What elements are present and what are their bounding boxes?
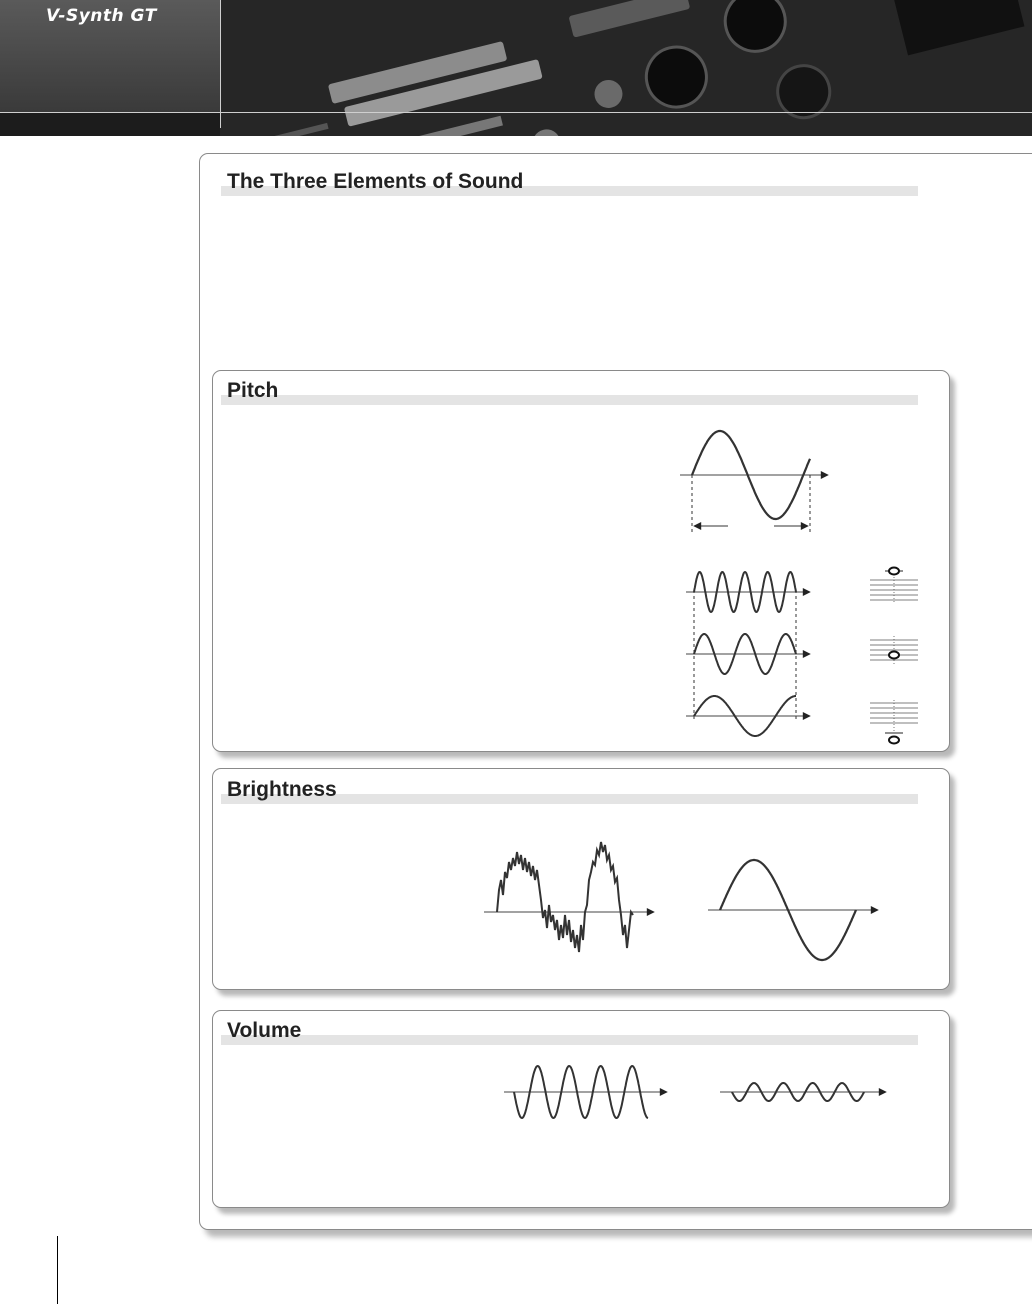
volume-title: Volume [227, 1019, 302, 1042]
page-margin-rule [57, 1236, 58, 1304]
small-amplitude-waveform [720, 1083, 886, 1101]
pitch-title: Pitch [227, 379, 279, 402]
product-logo: V-Synth GT [46, 6, 157, 26]
section-title: The Three Elements of Sound [227, 170, 524, 193]
brightness-title: Brightness [227, 778, 337, 801]
large-amplitude-waveform [504, 1066, 667, 1118]
